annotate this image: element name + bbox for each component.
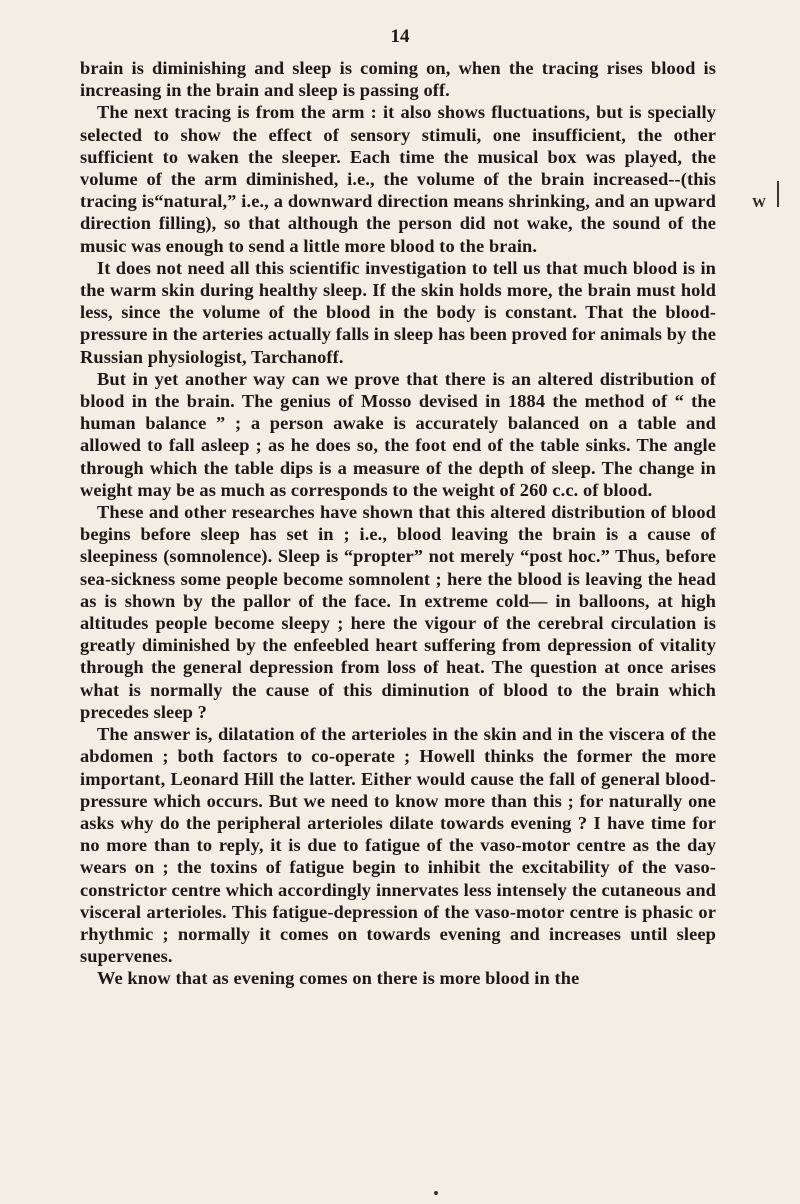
body-text xyxy=(80,57,716,990)
margin-annotation-mark: W xyxy=(752,196,766,211)
page-number: 14 xyxy=(390,26,410,47)
paragraph: It does not need all this scientific investigation to tell us that much blood is in the warm skin during healthy sleep. If the skin holds more, the brain must hold less, since the volume of the blood in the body is constant. That the blood-pressure in the arteries actually falls in sleep has been proved for animals by the Russian physiologist, Tarchanoff. xyxy=(80,257,716,367)
margin-annotation-line xyxy=(777,181,779,207)
paragraph: The next tracing is from the arm : it also shows fluctuations, but is specially selected to show the effect of sensory stimuli, one insufficient, the other sufficient to waken the sleeper. Each time the musical box was played, the volume of the arm diminished, i.e., the volume of the brain increased--(this tracing is“natural,” i.e., a downward direction means shrinking, and an upward direction filling), so that although the person did not wake, the sound of the music was enough to send a little more blood to the brain. xyxy=(80,102,716,256)
paragraph: brain is diminishing and sleep is coming on, when the tracing rises blood is increasing in the brain and sleep is passing off. xyxy=(80,58,716,101)
paragraph: But in yet another way can we prove that there is an altered distribution of blood in the brain. The genius of Mosso devised in 1884 the method of “ the human balance ” ; a person awake is accurately balanced on a table and allowed to fall asleep ; as he does so, the foot end of the table sinks. The angle through which the table dips is a measure of the depth of sleep. The change in weight may be as much as corresponds to the weight of 260 c.c. of blood. xyxy=(80,368,716,500)
paragraph: These and other researches have shown that this altered distribution of blood begins before sleep has set in ; i.e., blood leaving the brain is a cause of sleepiness (somnolence). Sleep is “propter” not merely “post hoc.” Thus, before sea-sickness some people become somnolent ; here the blood is leaving the head as is shown by the pallor of the face. In extreme cold— in balloons, at high altitudes people become sleepy ; here the vigour of the cerebral circulation is greatly diminished by the enfeebled heart suffering from depression of vitality through the general depression from loss of heat. The question at once arises what is normally the cause of this diminution of blood to the brain which precedes sleep ? xyxy=(80,502,716,722)
paragraph: The answer is, dilatation of the arterioles in the skin and in the viscera of the abdomen ; both factors to co-operate ; Howell thinks the former the more important, Leonard Hill the latter. Either would cause the fall of general blood-pressure which occurs. But we need to know more than this ; for naturally one asks why do the peripheral arterioles dilate towards evening ? I have time for no more than to reply, it is due to fatigue of the vaso-motor centre as the day wears on ; the toxins of fatigue begin to inhibit the excitability of the vaso-constrictor centre which accordingly innervates less intensely the cutaneous and visceral arterioles. This fatigue-depression of the vaso-motor centre is phasic or rhythmic ; normally it comes on towards evening and increases until sleep supervenes. xyxy=(80,724,716,967)
paragraph: We know that as evening comes on there is more blood in the xyxy=(97,968,580,989)
speck xyxy=(434,1191,438,1195)
